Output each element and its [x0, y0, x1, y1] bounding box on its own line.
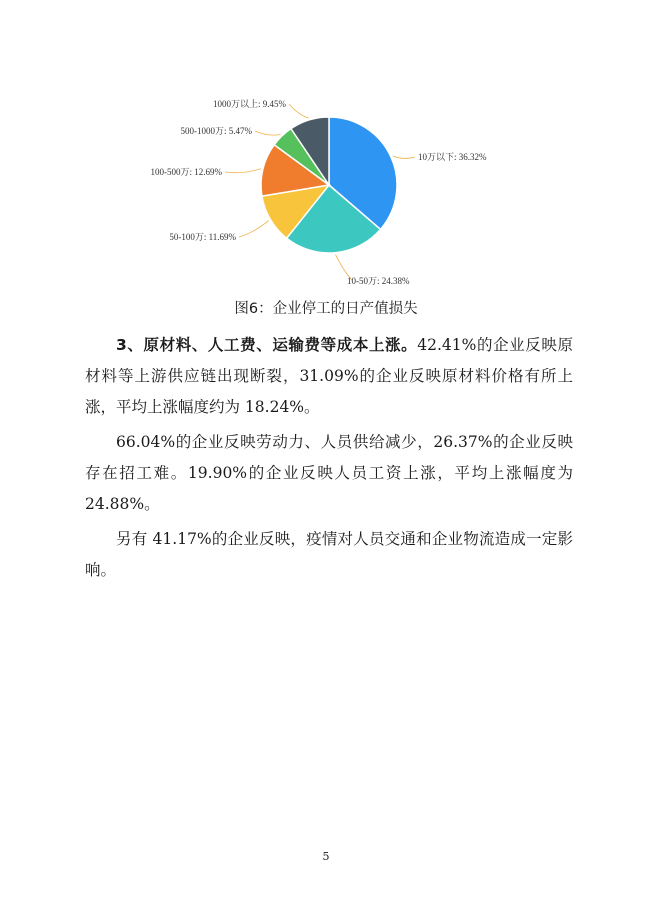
page-number: 5 [322, 850, 330, 863]
slice-label: 100-500万: 12.69% [150, 167, 222, 177]
leader-line [255, 131, 280, 135]
paragraph-text: 42.41%的企业反映原材料等上游供应链出现断裂，31.09%的企业反映原材料价格有所上涨，平均上涨幅度约为 18.24%。 [85, 336, 573, 416]
figure-caption: 图6：企业停工的日产值损失 [234, 301, 418, 317]
paragraph-logistics [85, 524, 573, 586]
paragraph-heading: 3、原材料、人工费、运输费等成本上涨。 [116, 336, 418, 354]
slice-label: 1000万以上: 9.45% [213, 99, 286, 109]
leader-line [393, 156, 415, 159]
paragraph-labor [85, 427, 573, 520]
leader-line [239, 220, 269, 237]
pie-slices [261, 117, 397, 253]
slice-label: 10万以下: 36.32% [418, 152, 487, 162]
body-text [85, 330, 573, 590]
paragraph-text: 另有 41.17%的企业反映，疫情对人员交通和企业物流造成一定影响。 [85, 530, 573, 579]
leader-line [289, 104, 309, 118]
pie-chart [0, 0, 652, 300]
slice-label: 10-50万: 24.38% [347, 276, 410, 286]
slice-label: 50-100万: 11.69% [169, 232, 236, 242]
paragraph-cost-rise [85, 330, 573, 423]
slice-label: 500-1000万: 5.47% [180, 126, 252, 136]
leader-line [225, 169, 261, 173]
paragraph-text: 66.04%的企业反映劳动力、人员供给减少，26.37%的企业反映存在招工难。19.90%的企业反映人员工资上涨，平均上涨幅度为 24.88%。 [85, 433, 573, 513]
